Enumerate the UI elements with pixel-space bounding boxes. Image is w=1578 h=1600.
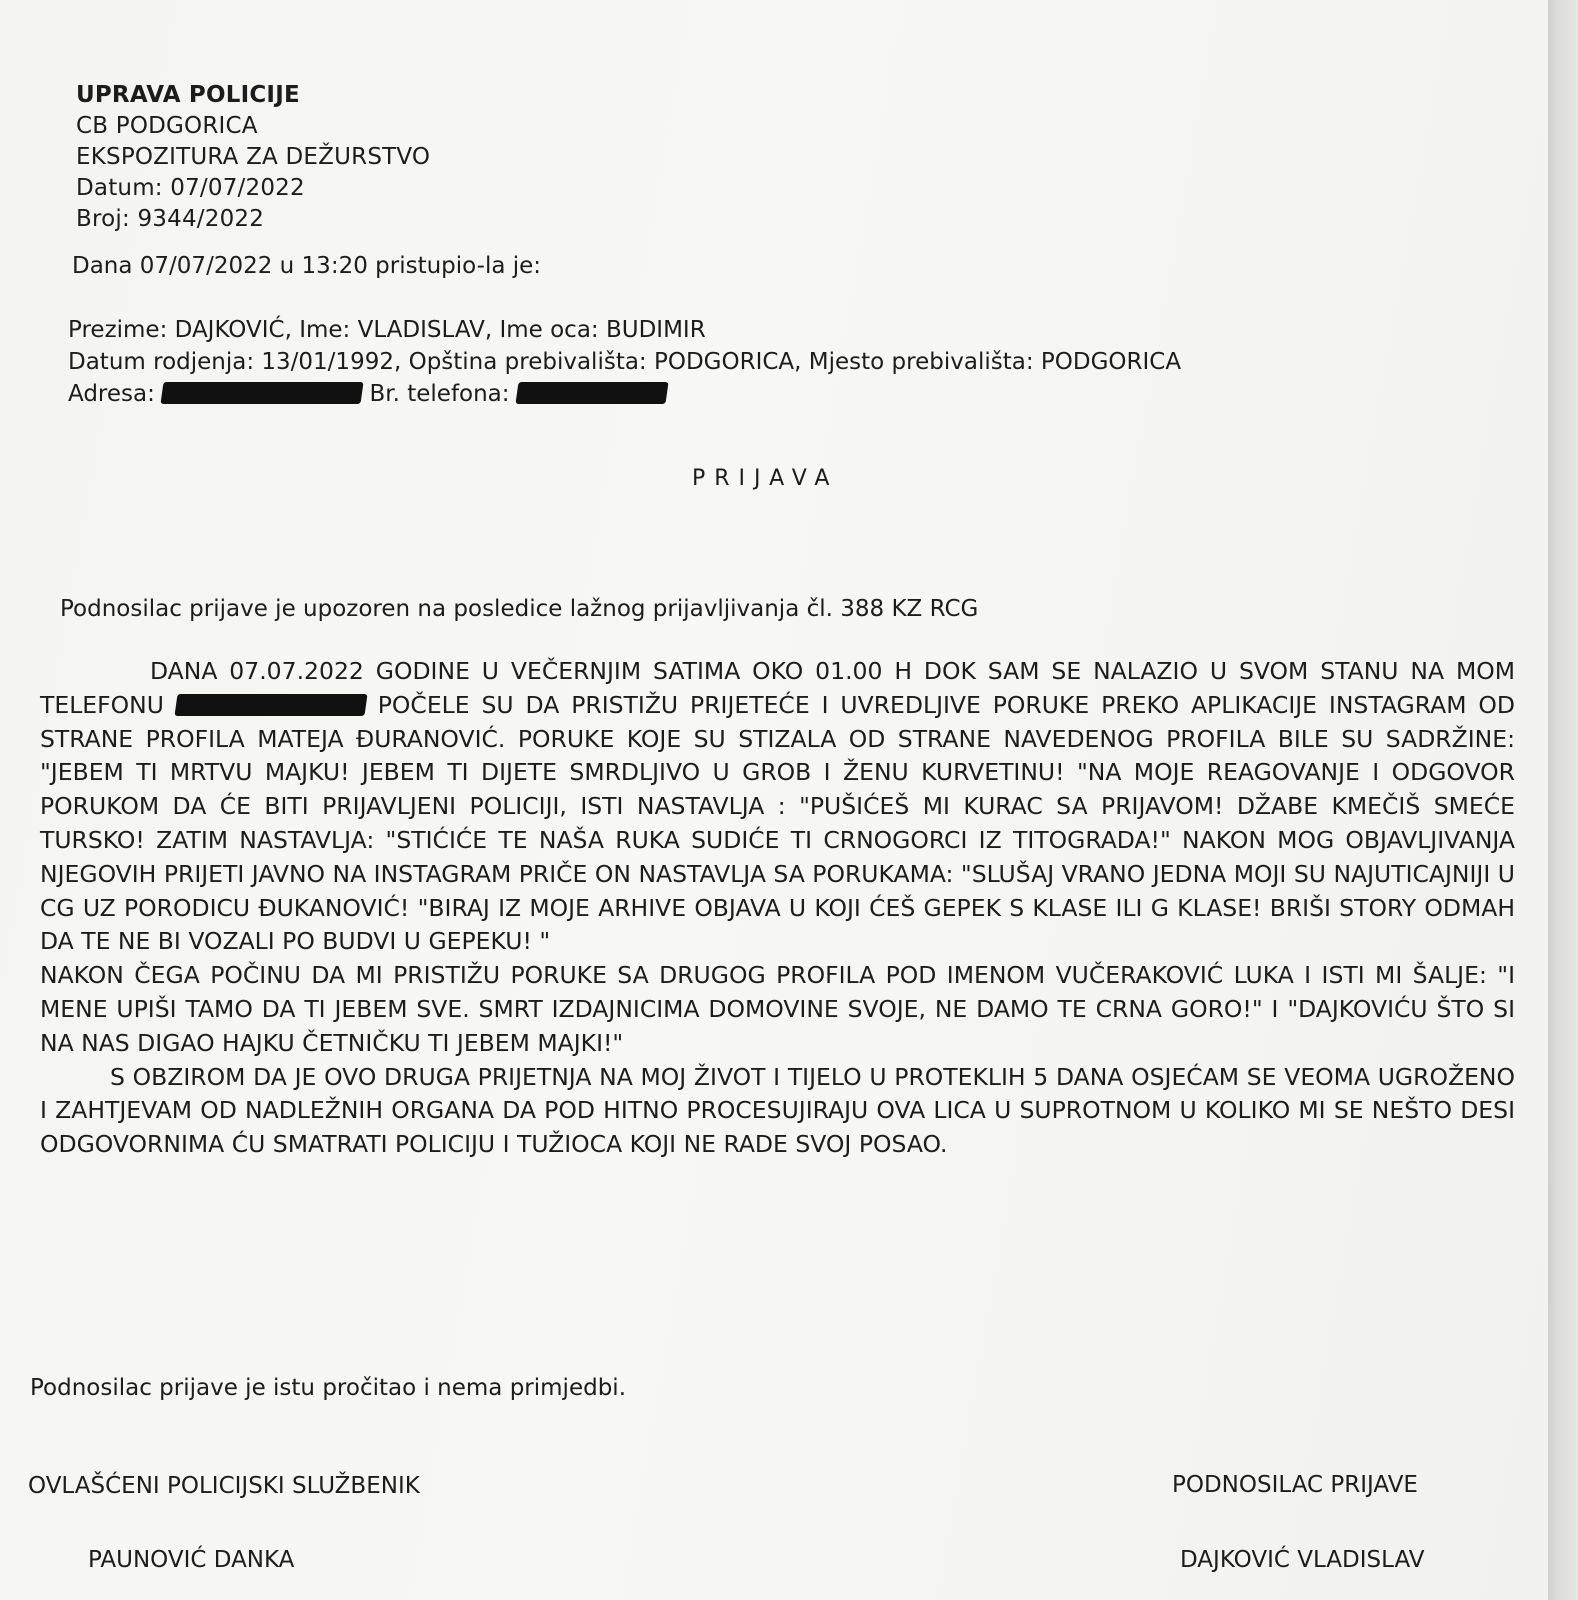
phone-label: Br. telefona:	[369, 381, 510, 407]
person-details	[68, 314, 1181, 410]
address-redaction	[161, 382, 364, 404]
applicant-role: PODNOSILAC PRIJAVE	[1172, 1472, 1418, 1498]
document-title: PRIJAVA	[692, 466, 839, 491]
statement-paragraph-2: NAKON ČEGA POČINU DA MI PRISTIŽU PORUKE SA DRUGOG PROFILA POD IMENOM VUČERAKOVIĆ LUKA I ISTI MI ŠALJE: "I MENE UPIŠI TAMO DA TI JEBEM SVE. SMRT IZDAJNICIMA DOMOVINE SVOJE, NE DAMO TE CRNA GORO!" I "DAJKOVIĆU ŠTO SI NA NAS DIGAO HAJKU ČETNIČKU TI JEBEM MAJKI!"	[40, 961, 1515, 1057]
document-date: Datum: 07/07/2022	[76, 175, 305, 201]
phone-number-redaction	[174, 694, 367, 716]
address-label: Adresa:	[68, 381, 155, 407]
applicant-name: DAJKOVIĆ VLADISLAV	[1180, 1547, 1425, 1573]
closing-statement: Podnosilac prijave je istu pročitao i nema primjedbi.	[30, 1375, 627, 1401]
statement-body	[40, 655, 1515, 1162]
statement-paragraph-1	[40, 655, 1515, 959]
statement-p1-rest: POČELE SU DA PRISTIŽU PRIJETEĆE I UVREDLJIVE PORUKE PREKO APLIKACIJE INSTAGRAM OD STRANE PROFILA MATEJA ĐURANOVIĆ. PORUKE KOJE SU STIZALA OD STRANE NAVEDENOG PROFILA BILE SU SADRŽINE: "JEBEM TI MRTVU MAJKU! JEBEM TI DIJETE SMRDLJIVO U GROB I ŽENU KURVETINU! "NA MOJE REAGOVANJE I ODGOVOR PORUKOM DA ĆE BITI PRIJAVLJENI POLICIJI, ISTI NASTAVLJA : "PUŠIĆEŠ MI KURAC SA PRIJAVOM! DŽABE KMEČIŠ SMEĆE TURSKO! ZATIM NASTAVLJA: "STIĆIĆE TE NAŠA RUKA SUDIĆE TI CRNOGORCI IZ TITOGRADA!" NAKON MOG OBJAVLJIVANJA NJEGOVIH PRIJETI JAVNO NA INSTAGRAM PRIČE ON NASTAVLJA SA PORUKAMA: "SLUŠAJ VRANO JEDNA MOJI SU NAJUTICAJNIJI U CG UZ PORODICU ĐUKANOVIĆ! "BIRAJ IZ MOJE ARHIVE OBJAVA U KOJI ĆEŠ GEPEK S KLASE ILI G KLASE! BRIŠI STORY ODMAH DA TE NE BI VOZALI PO BUDVI U GEPEKU! "	[40, 690, 1515, 956]
document-number: Broj: 9344/2022	[76, 206, 265, 232]
phone-redaction	[515, 382, 668, 404]
statement-p1-start: DANA 07.07.2022 GODINE U VEČERNJIM SATIMA OKO 01.00 H DOK SAM SE NALAZIO U SVOM STANU NA MOM TELEFONU	[40, 657, 1515, 719]
document-header	[76, 80, 430, 235]
officer-role: OVLAŠĆENI POLICIJSKI SLUŽBENIK	[28, 1473, 420, 1499]
intro-line: Dana 07/07/2022 u 13:20 pristupio-la je:	[72, 253, 542, 279]
person-name-line: Prezime: DAJKOVIĆ, Ime: VLADISLAV, Ime oca: BUDIMIR	[68, 317, 706, 343]
unit-name: CB PODGORICA	[76, 113, 258, 139]
person-contact-line	[68, 378, 1181, 410]
page-edge-shadow	[1548, 0, 1578, 1600]
organization-name: UPRAVA POLICIJE	[76, 82, 300, 108]
person-birth-residence-line: Datum rodjenja: 13/01/1992, Opština prebivališta: PODGORICA, Mjesto prebivališta: PODGORICA	[68, 349, 1182, 375]
department-name: EKSPOZITURA ZA DEŽURSTVO	[76, 144, 431, 170]
statement-paragraph-3: S OBZIROM DA JE OVO DRUGA PRIJETNJA NA MOJ ŽIVOT I TIJELO U PROTEKLIH 5 DANA OSJEĆAM SE VEOMA UGROŽENO I ZAHTJEVAM OD NADLEŽNIH ORGANA DA POD HITNO PROCESUJIRAJU OVA LICA U SUPROTNOM U KOLIKO MI SE NEŠTO DESI ODGOVORNIMA ĆU SMATRATI POLICIJU I TUŽIOCA KOJI NE RADE SVOJ POSAO.	[40, 1062, 1515, 1159]
officer-name: PAUNOVIĆ DANKA	[88, 1547, 295, 1573]
false-report-warning: Podnosilac prijave je upozoren na posledice lažnog prijavljivanja čl. 388 KZ RCG	[60, 596, 979, 622]
